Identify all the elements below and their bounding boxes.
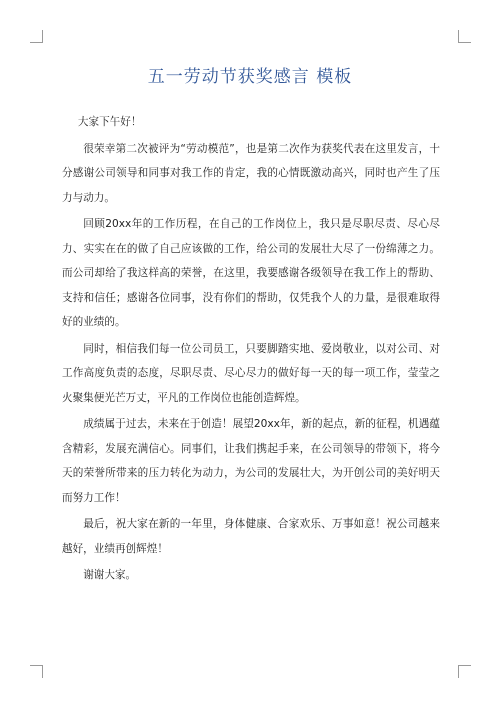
closing-paragraph: 谢谢大家。 bbox=[83, 569, 137, 581]
greeting-paragraph: 大家下午好！ bbox=[77, 116, 142, 128]
document-body bbox=[62, 110, 440, 590]
body-paragraph: 最后，祝大家在新的一年里，身体健康、合家欢乐、万事如意！祝公司越来越好，业绩再创辉煌！ bbox=[62, 518, 440, 555]
crop-mark-bottom-right bbox=[458, 665, 471, 678]
crop-mark-top-left bbox=[30, 30, 43, 43]
body-paragraph: 成绩属于过去，未来在于创造！展望20xx年，新的起点，新的征程，机遇蕴含精彩，发展充满信心。同事们，让我们携起手来，在公司领导的带领下，将今天的荣誉所带来的压力转化为动力，为公司的发展壮大，为开创公司的美好明天而努力工作！ bbox=[62, 418, 440, 504]
body-paragraph: 很荣幸第二次被评为“劳动模范”，也是第二次作为获奖代表在这里发言，十分感谢公司领导和同事对我工作的肯定，我的心情既激动高兴，同时也产生了压力与动力。 bbox=[62, 142, 440, 204]
document-title: 五一劳动节获奖感言 模板 bbox=[147, 67, 353, 87]
body-paragraph: 回顾20xx年的工作历程，在自己的工作岗位上，我只是尽职尽责、尽心尽力、实实在在的做了自己应该做的工作，给公司的发展壮大尽了一份绵薄之力。而公司却给了我这样高的荣誉，在这里，我要感谢各级领导在我工作上的帮助、支持和信任；感谢各位同事，没有你们的帮助，仅凭我个人的力量，是很难取得好的业绩的。 bbox=[62, 218, 440, 328]
body-paragraph: 同时，相信我们每一位公司员工，只要脚踏实地、爱岗敬业，以对公司、对工作高度负责的态度，尽职尽责、尽心尽力的做好每一天的每一项工作，莹莹之火聚集便光芒万丈，平凡的工作岗位也能创造辉煌。 bbox=[62, 342, 440, 404]
crop-mark-bottom-left bbox=[30, 665, 43, 678]
crop-mark-top-right bbox=[458, 30, 471, 43]
